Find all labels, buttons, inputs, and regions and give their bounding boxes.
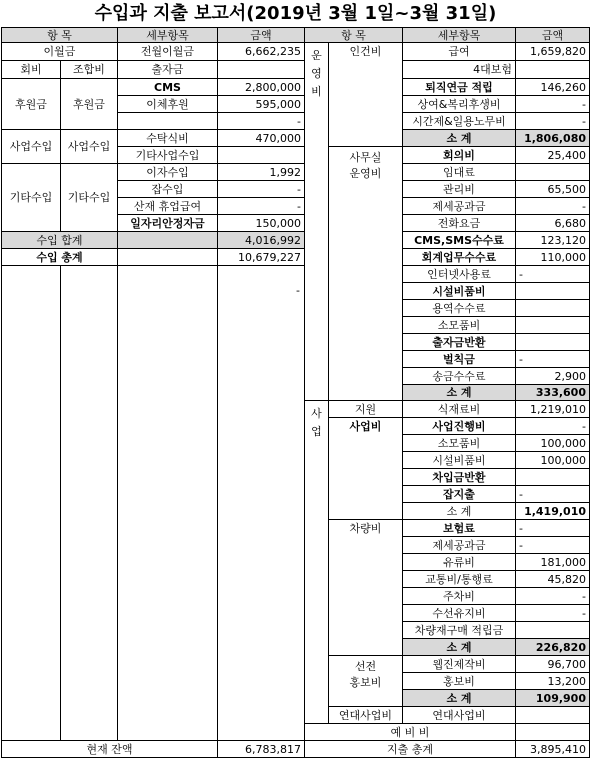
income-cat-business: 사업수입 <box>1 130 61 164</box>
income-detail: 수탁식비 <box>118 130 218 147</box>
income-cat-other: 기타수입 <box>1 164 61 232</box>
income-detail: CMS <box>118 79 218 96</box>
expense-amount: 123,120 <box>516 232 590 249</box>
expense-detail: 회의비 <box>403 147 516 164</box>
expense-detail: 식재료비 <box>403 401 516 418</box>
expense-total-label: 지출 총계 <box>305 741 516 758</box>
expense-amount <box>516 164 590 181</box>
expense-detail: 소모품비 <box>403 317 516 334</box>
expense-detail: 홍보비 <box>403 673 516 690</box>
income-header-amount: 금액 <box>218 27 305 43</box>
expense-amount: - <box>516 266 590 283</box>
income-amount <box>218 147 305 164</box>
income-empty <box>118 266 218 741</box>
expense-amount <box>516 300 590 317</box>
expense-detail: 시설비품비 <box>403 452 516 469</box>
expense-amount: - <box>516 96 590 113</box>
expense-header-item: 항 목 <box>305 27 403 43</box>
expense-office-label <box>329 147 403 401</box>
expense-subtotal: 333,600 <box>516 385 590 401</box>
income-sum-label: 수입 합계 <box>1 232 118 249</box>
expense-detail: 제세공과금 <box>403 198 516 215</box>
expense-amount: 1,659,820 <box>516 43 590 61</box>
expense-detail: 웹진제작비 <box>403 656 516 673</box>
income-amount: 1,992 <box>218 164 305 181</box>
expense-amount: - <box>516 351 590 368</box>
expense-amount: 65,500 <box>516 181 590 198</box>
expense-detail: 회계업무수수료 <box>403 249 516 266</box>
expense-detail: 교통비/통행료 <box>403 571 516 588</box>
expense-amount: - <box>516 605 590 622</box>
expense-support-label: 지원 <box>329 401 403 418</box>
expense-amount: 100,000 <box>516 435 590 452</box>
expense-detail: 시설비품비 <box>403 283 516 300</box>
expense-detail: 임대료 <box>403 164 516 181</box>
expense-cat-char: 업 <box>311 425 322 438</box>
income-detail: 산재 휴업급여 <box>118 198 218 215</box>
income-sub-business: 사업수입 <box>61 130 118 164</box>
income-sub-donation: 후원금 <box>61 79 118 130</box>
expense-amount: 13,200 <box>516 673 590 690</box>
expense-amount: - <box>516 520 590 537</box>
expense-bizcost-label: 사업비 <box>329 418 403 520</box>
expense-cat-char: 운 <box>311 49 322 62</box>
expense-detail: 송금수수료 <box>403 368 516 385</box>
expense-amount <box>516 317 590 334</box>
income-empty <box>218 266 305 741</box>
expense-detail: 4대보험 <box>403 61 516 79</box>
expense-detail: 사업진행비 <box>403 418 516 435</box>
expense-reserve-label: 예 비 비 <box>305 724 516 741</box>
expense-cat-char: 사 <box>311 407 322 420</box>
expense-amount: - <box>516 537 590 554</box>
expense-cat-business <box>305 401 329 724</box>
income-detail: 이체후원 <box>118 96 218 113</box>
income-amount: 2,800,000 <box>218 79 305 96</box>
expense-detail: 퇴직연금 적립 <box>403 79 516 96</box>
expense-amount <box>516 283 590 300</box>
expense-amount: - <box>516 113 590 130</box>
expense-cat-char: 영 <box>311 67 322 80</box>
expense-promo-label-2: 홍보비 <box>349 676 382 689</box>
expense-detail: 급여 <box>403 43 516 61</box>
expense-amount: 181,000 <box>516 554 590 571</box>
expense-cat-char: 비 <box>311 85 322 98</box>
expense-subtotal: 1,419,010 <box>516 503 590 520</box>
expense-detail: 주차비 <box>403 588 516 605</box>
expense-header-amount: 금액 <box>516 27 590 43</box>
income-amount: 595,000 <box>218 96 305 113</box>
expense-total-amount: 3,895,410 <box>516 741 590 758</box>
income-cat-donation: 후원금 <box>1 79 61 130</box>
expense-promo-label <box>329 656 403 707</box>
income-sum-amount: 4,016,992 <box>218 232 305 249</box>
expense-subtotal: 1,806,080 <box>516 130 590 147</box>
income-total-label: 수입 총계 <box>1 249 118 266</box>
income-amount: 470,000 <box>218 130 305 147</box>
expense-solidarity-label: 연대사업비 <box>329 707 403 724</box>
expense-detail: 용역수수료 <box>403 300 516 317</box>
expense-detail: 제세공과금 <box>403 537 516 554</box>
expense-promo-label-1: 선전 <box>354 660 377 673</box>
expense-detail: 벌칙금 <box>403 351 516 368</box>
income-amount: 150,000 <box>218 215 305 232</box>
expense-detail: 보험료 <box>403 520 516 537</box>
income-header-item: 항 목 <box>1 27 118 43</box>
income-detail: 전월이월금 <box>118 43 218 61</box>
balance-label: 현재 잔액 <box>1 741 218 758</box>
expense-detail: 연대사업비 <box>403 707 516 724</box>
expense-detail: 수선유지비 <box>403 605 516 622</box>
report-title: 수입과 지출 보고서(2019년 3월 1일~3월 31일) <box>94 3 497 24</box>
expense-detail: 잡지출 <box>403 486 516 503</box>
income-sub-other: 기타수입 <box>61 164 118 232</box>
income-amount <box>218 61 305 79</box>
expense-detail: 소모품비 <box>403 435 516 452</box>
expense-amount <box>516 707 590 724</box>
expense-subtotal: 226,820 <box>516 639 590 656</box>
expense-amount <box>516 61 590 79</box>
expense-subtotal-label: 소 계 <box>403 130 516 147</box>
expense-amount: - <box>516 418 590 435</box>
expense-amount: 1,219,010 <box>516 401 590 418</box>
income-sub-union: 조합비 <box>61 61 118 79</box>
income-detail: 이자수입 <box>118 164 218 181</box>
expense-amount <box>516 622 590 639</box>
expense-detail: 관리비 <box>403 181 516 198</box>
expense-amount: 6,680 <box>516 215 590 232</box>
expense-detail: 차입금반환 <box>403 469 516 486</box>
expense-detail: 차량재구매 적립금 <box>403 622 516 639</box>
expense-personnel-label: 인건비 <box>329 43 403 147</box>
income-detail <box>118 113 218 130</box>
income-header-detail: 세부항목 <box>118 27 218 43</box>
income-cat-carryover: 이월금 <box>1 43 118 61</box>
expense-office-label-2: 운영비 <box>349 167 382 180</box>
income-detail: 기타사업수입 <box>118 147 218 164</box>
expense-detail: 출자금반환 <box>403 334 516 351</box>
expense-subtotal-label: 소 계 <box>403 690 516 707</box>
expense-detail: 상여&복리후생비 <box>403 96 516 113</box>
income-empty <box>1 266 61 741</box>
expense-detail: 시간제&일용노무비 <box>403 113 516 130</box>
expense-subtotal-label: 소 계 <box>403 503 516 520</box>
expense-amount: 25,400 <box>516 147 590 164</box>
expense-detail: 인터넷사용료 <box>403 266 516 283</box>
expense-detail: 유류비 <box>403 554 516 571</box>
income-amount: - <box>218 113 305 130</box>
income-amount: 6,662,235 <box>218 43 305 61</box>
expense-subtotal-label: 소 계 <box>403 385 516 401</box>
income-detail: 출자금 <box>118 61 218 79</box>
expense-amount: - <box>516 486 590 503</box>
income-empty <box>61 266 118 741</box>
balance-amount: 6,783,817 <box>218 741 305 758</box>
expense-cat-operations <box>305 43 329 401</box>
income-amount: - <box>218 181 305 198</box>
expense-detail: 전화요금 <box>403 215 516 232</box>
expense-amount: 146,260 <box>516 79 590 96</box>
income-total-blank <box>118 249 218 266</box>
expense-amount: 2,900 <box>516 368 590 385</box>
income-detail: 일자리안정자금 <box>118 215 218 232</box>
expense-amount: 45,820 <box>516 571 590 588</box>
expense-amount: - <box>516 588 590 605</box>
expense-amount: 100,000 <box>516 452 590 469</box>
income-detail: 잡수입 <box>118 181 218 198</box>
income-cat-dues: 회비 <box>1 61 61 79</box>
expense-header-detail: 세부항목 <box>403 27 516 43</box>
expense-reserve-amount <box>516 724 590 741</box>
expense-amount: - <box>516 198 590 215</box>
expense-subtotal-label: 소 계 <box>403 639 516 656</box>
expense-amount <box>516 469 590 486</box>
expense-detail: CMS,SMS수수료 <box>403 232 516 249</box>
income-sum-blank <box>118 232 218 249</box>
expense-office-label-1: 사무실 <box>349 151 382 164</box>
expense-amount <box>516 334 590 351</box>
expense-amount: 96,700 <box>516 656 590 673</box>
income-total-amount: 10,679,227 <box>218 249 305 266</box>
income-amount: - <box>218 198 305 215</box>
expense-vehicle-label: 차량비 <box>329 520 403 656</box>
income-dash: - <box>296 284 300 297</box>
expense-subtotal: 109,900 <box>516 690 590 707</box>
expense-amount: 110,000 <box>516 249 590 266</box>
